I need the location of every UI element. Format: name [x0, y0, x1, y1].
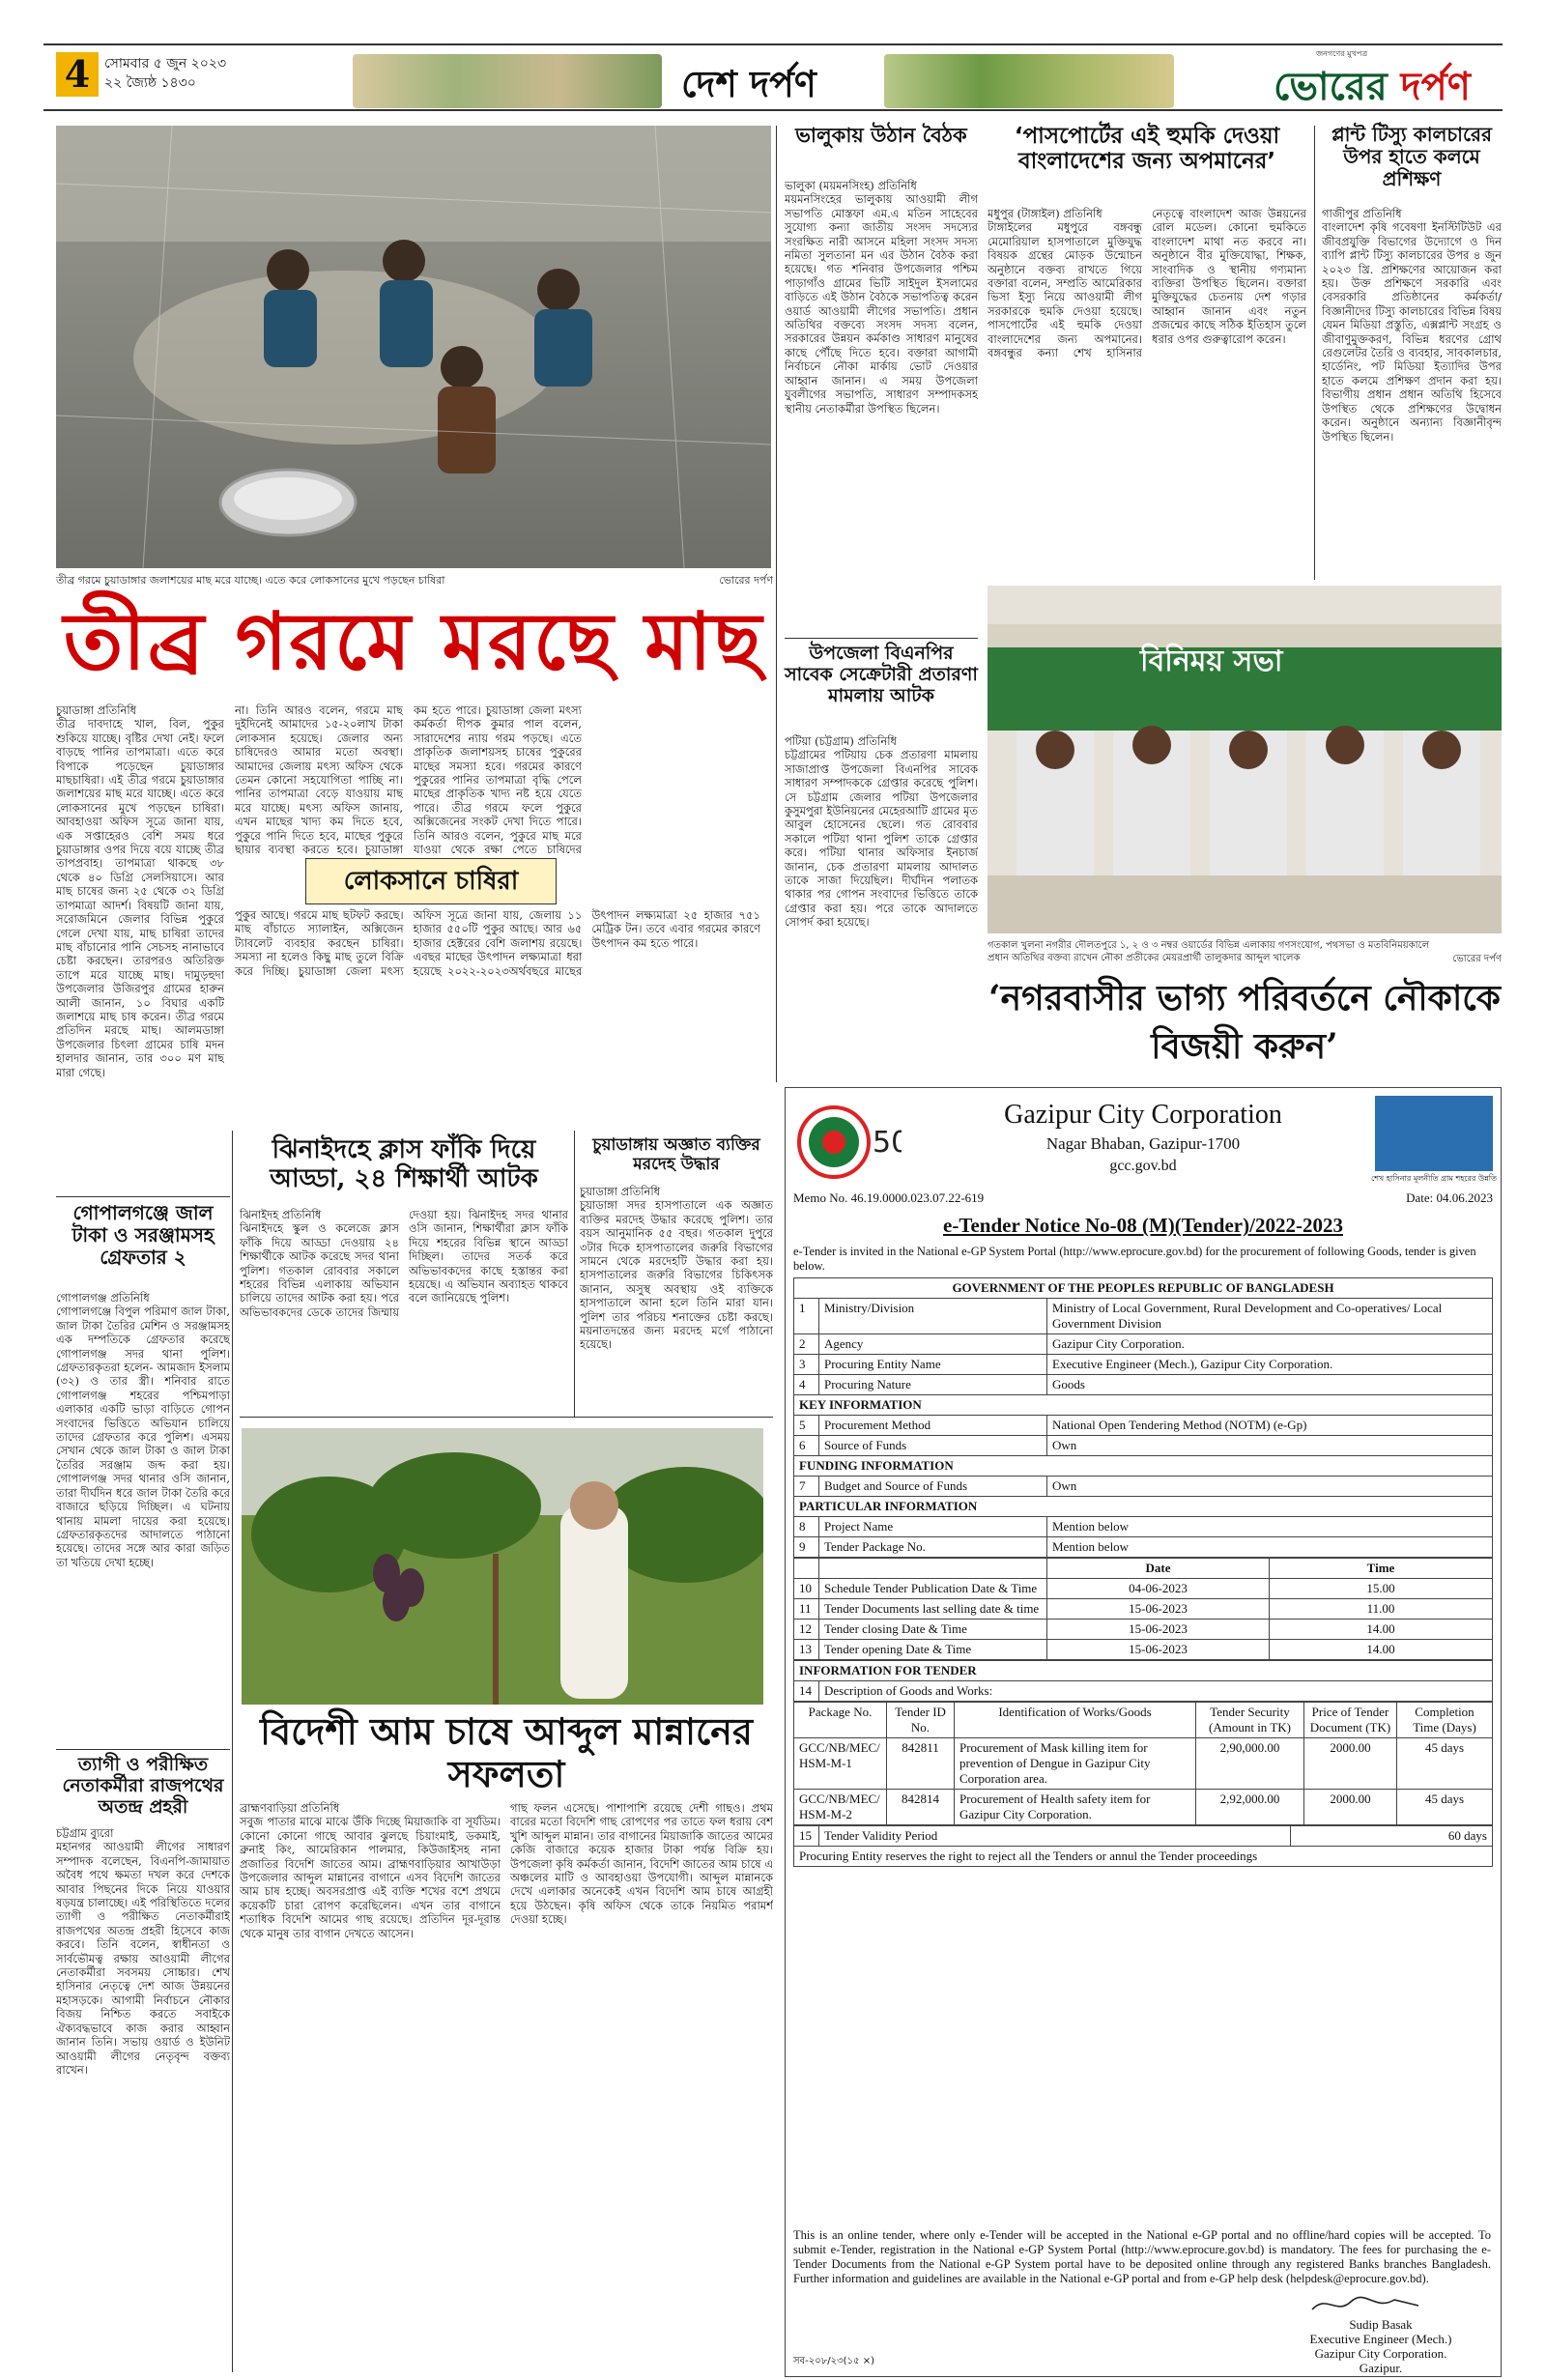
schedule-row — [794, 1620, 1493, 1640]
fish-body-col4: পুকুর আছে। গরমে মাছ ছটফট করছে। মাছ বাঁচাতে স্যালাইন, অক্সিজেন ট্যাবলেট ব্যবহার করছেন চাষিরা। সমস্যা না হলেও কিছু মাছ তুলে বিক্রি করে দিচ্ছি। চুয়াডাঙ্গা জেলা মৎস্য অফিস সূত্রে জানা যায়, জেলায় ১১ হাজার ৫৫০টি পুকুর আছে। আর ৬৫ হাজার হেক্টরের বেশি জলাশয় রয়েছে। এবছর মাছের উৎপাদন লক্ষ্যমাত্রা ধরা হয়েছে ২০২২-২০২৩অর্থবছরে মাছের উৎপাদন লক্ষ্যমাত্রা ২৫ হাজার ৭৫১ মেট্রিক টন। তবে এবার গরমের কারণে উৎপাদন কম হতে পারে। — [235, 908, 760, 978]
completion-time: 45 days — [1397, 1738, 1493, 1790]
schedule-row — [794, 1599, 1493, 1620]
tender-title: e-Tender Notice No-08 (M)(Tender)/2022-2023 — [943, 1214, 1343, 1237]
goods-column-header: Identification of Works/Goods — [955, 1703, 1196, 1738]
row-number: 5 — [794, 1416, 819, 1436]
bnp-headline: উপজেলা বিএনপির সাবেক সেক্রেটারী প্রতারণা মামলায় আটক — [785, 643, 978, 706]
tender-row — [794, 1299, 1493, 1334]
row-number: 7 — [794, 1477, 819, 1497]
signatory-org: Gazipur City Corporation. — [1314, 2346, 1447, 2361]
rule — [56, 1196, 230, 1197]
info-tender-header: INFORMATION FOR TENDER — [794, 1661, 1493, 1681]
goods-row — [794, 1738, 1493, 1790]
fish-body-col3: কম হতে পারে। চুয়াডাঙ্গা জেলা মৎস্য কর্মকর্তা দীপক কুমার পাল বলেন, সারাদেশের ন্যায় গরম পড়ছে। এতে প্রাকৃতিক জলাশয়সহ চাষের পুকুরের মাছের সমস্যা হবে। গরমের কারণে পুকুরের পানির তাপমাত্রা বৃদ্ধি পেলে মাছের প্রাকৃতিক খাদ্য নষ্ট হয়ে যেতে পারে। তীব্র গরমে ফলে পুকুরে অক্সিজেনের সংকট দেখা দিতে পারে। তিনি আরও বলেন, পুকুরে মাছ মরে যাওয়া থেকে রক্ষা পেতে চাষিদের — [414, 703, 582, 856]
row-label: Source of Funds — [819, 1436, 1047, 1456]
column-rule — [1314, 126, 1315, 580]
row-value: Goods — [1047, 1375, 1493, 1395]
bhaluka-body: ভালুকা (ময়মনসিংহ) প্রতিনিধি ময়মনসিংহের ভালুকায় আওয়ামী লীগ সভাপতি মোস্তফা এম.এ মতিন সাহেবের সুযোগ্য কন্যা জাতীয় সংসদ সদস্যের সংরক্ষিত নারী আসনে মহিলা সংসদ সদস্য নমিতা সুলতানা মন এর উঠান বৈঠক করা হয়েছে। গত শনিবার উপজেলার পশ্চিম পাড়াগাঁও গ্রামের ভিটি সাইদুল ইসলামের বাড়িতে এই উঠান বৈঠকে সভাপতিত্ব করেন ওয়ার্ড আওয়ামী লীগের সভাপতি। প্রধান অতিথির বক্তব্যে সংসদ সদস্য বলেন, সরকারের উন্নয়ন কর্মকাণ্ড সাধারণ মানুষের কাছে পৌঁছে দিতে হবে। বক্তারা আগামী নির্বাচনে নৌকা মার্কায় ভোট দেওয়ার আহ্বান জানান। এ সময় উপজেলা যুবলীগের সভাপতি, সাধারণ সম্পাদকসহ স্থানীয় নেতাকর্মীরা উপস্থিত ছিলেন। — [785, 179, 978, 416]
sched-head-time: Time — [1270, 1559, 1493, 1579]
sched-head-date: Date — [1047, 1559, 1270, 1579]
schedule-label: Schedule Tender Publication Date & Time — [819, 1579, 1047, 1599]
completion-time: 45 days — [1397, 1790, 1493, 1825]
row-label: Ministry/Division — [819, 1299, 1047, 1334]
goods-description: Procurement of Mask killing item for prevention of Dengue in Gazipur City Corporation area. — [955, 1738, 1196, 1790]
row-number: 4 — [794, 1375, 819, 1395]
section-title: দেশ দর্পণ — [681, 62, 816, 105]
date-gregorian: সোমবার ৫ জুন ২০২৩ — [104, 56, 227, 72]
row-number: 9 — [794, 1537, 819, 1558]
tender-row — [794, 1436, 1493, 1456]
row-value: National Open Tendering Method (NOTM) (e-Gp) — [1047, 1416, 1493, 1436]
bhaluka-headline: ভালুকায় উঠান বৈঠক — [795, 124, 967, 147]
schedule-date: 15-06-2023 — [1047, 1640, 1270, 1660]
tissue-headline: প্লান্ট টিস্যু কালচারের উপর হাতে কলমে প্রশিক্ষণ — [1331, 123, 1493, 190]
schedule-label: Tender closing Date & Time — [819, 1620, 1047, 1640]
nokhali-headline: ত্যাগী ও পরীক্ষিত নেতাকর্মীরা রাজপথের অতন্দ্র প্রহরী — [62, 1754, 224, 1818]
tender-row — [794, 1477, 1493, 1497]
row-label: Agency — [819, 1334, 1047, 1355]
mango-photo — [242, 1428, 763, 1705]
pm-photo — [1375, 1096, 1493, 1171]
goods-column-header: Package No. — [794, 1703, 887, 1738]
row-number: 14 — [794, 1681, 819, 1702]
row-value: Gazipur City Corporation. — [1047, 1334, 1493, 1355]
jhenaidah-headline: ঝিনাইদহে ক্লাস ফাঁকি দিয়ে আড্ডা, ২৪ শিক্ষার্থী আটক — [270, 1135, 538, 1193]
signatory-name: Sudip Basak — [1349, 2317, 1413, 2332]
schedule-label: Tender Documents last selling date & time — [819, 1599, 1047, 1620]
masthead-photo-strip-left — [353, 54, 662, 108]
fish-photo-credit: ভোরের দর্পণ — [719, 574, 773, 587]
passport-headline: ‘পাসপোর্টের এই হুমকি দেওয়া বাংলাদেশের জন্য অপমানের’ — [1014, 124, 1280, 175]
jhenaidah-body: ঝিনাইদহ প্রতিনিধি ঝিনাইদহে স্কুল ও কলেজে ক্লাস ফাঁকি দিয়ে আড্ডা দেওয়ায় ২৪ শিক্ষার্থীকে আটক করেছে সদর থানা পুলিশ। গতকাল রোববার সকালে শহরের বিভিন্ন এলাকায় অভিযান চালিয়ে তাদের আটক করা হয়। পরে অভিভাবকদের ডেকে তাদের জিম্মায় দেওয়া হয়। ঝিনাইদহ সদর থানার ওসি জানান, শিক্ষার্থীরা ক্লাস ফাঁকি দিয়ে শহরের বিভিন্ন স্থানে আড্ডা দিচ্ছিল। তাদের সতর্ক করে অভিভাবকদের কাছে হস্তান্তর করা হয়েছে। এ অভিযান অব্যাহত থাকবে বলে জানিয়েছে পুলিশ। — [240, 1208, 568, 1319]
row-number: 3 — [794, 1355, 819, 1375]
goods-description: Procurement of Health safety item for Gazipur City Corporation. — [955, 1790, 1196, 1825]
schedule-time: 14.00 — [1270, 1640, 1493, 1660]
date-bengali: ২২ জ্যৈষ্ঠ ১৪৩০ — [104, 75, 196, 91]
signature — [1307, 2292, 1423, 2317]
validity-label: Tender Validity Period — [819, 1826, 1291, 1847]
masthead-photo-strip-right — [884, 54, 1174, 108]
row-number: 15 — [794, 1826, 819, 1847]
tender-schedule — [794, 1579, 1493, 1660]
column-rule — [232, 1131, 233, 2372]
issue-date — [104, 54, 226, 93]
ad-code: সব-২০৮/২৩(১৫ ×) — [793, 2356, 874, 2366]
rally-body-strip — [988, 1073, 1502, 1082]
row-label: Procuring Nature — [819, 1375, 1047, 1395]
rally-photo-caption: গতকাল খুলনা নগরীর দৌলতপুরে ১, ২ ও ৩ নম্বর ওয়ার্ডের বিভিন্ন এলাকায় গণসংযোগ, পথসভা ও মতবিনিময়কালে প্রধান অতিথির বক্তব্য রাখেন নৌকা প্রতীকের মেয়রপ্রার্থী তালুকদার আব্দুল খালেক — [988, 940, 1430, 963]
tender-rows-particular — [794, 1517, 1493, 1558]
brand-tagline: জনগণের মুখপত্র — [1316, 49, 1368, 58]
row-value: Executive Engineer (Mech.), Gazipur City Corporation. — [1047, 1355, 1493, 1375]
mango-body-2: গাছ ফলন এসেছে। পাশাপাশি রয়েছে দেশী গাছও। প্রথম বারের মতো বিদেশি গাছ রোপণের পর তাতে ফল ধরায় বেশ খুশি আব্দুল মান্নান। তার বাগানের মিয়াজাকি জাতের আমের কেজি বাজারে কয়েক হাজার টাকা পর্যন্ত বিক্রি হয়। উপজেলা কৃষি কর্মকর্তা জানান, বিদেশি জাতের আম চাষে এ অঞ্চলের মাটি ও আবহাওয়া উপযোগী। আব্দুল মান্নানকে দেখে এলাকার অনেকেই এখন বিদেশি আম চাষে আগ্রহী হয়ে উঠছেন। কৃষি অফিস থেকে তাকে নিয়মিত পরামর্শ দেওয়া হচ্ছে। — [510, 1801, 773, 1927]
signatory — [1269, 2317, 1493, 2375]
rule — [56, 1749, 230, 1750]
key-info-header: KEY INFORMATION — [794, 1395, 1493, 1416]
fish-body-col1: চুয়াডাঙ্গা প্রতিনিধি তীব্র দাবদাহে খাল, বিল, পুকুর শুকিয়ে যাচ্ছে। বৃষ্টির দেখা নেই। ফলে বাড়ছে পানির তাপমাত্রা। এতে করে বিপাকে পড়েছেন চুয়াডাঙ্গার মাছচাষিরা। এই তীব্র গরমে চুয়াডাঙ্গার জলাশয়ের মাছ মরে যাচ্ছে। এতে করে লোকসানের মুখে পড়ছেন চাষিরা। আবহাওয়া অফিস সূত্রে জানা যায়, এক সপ্তাহেরও বেশি সময় ধরে চুয়াডাঙ্গার ওপর দিয়ে বয়ে যাচ্ছে তীব্র তাপপ্রবাহ। তাপমাত্রা থাকছে ৩৮ থেকে ৪০ ডিগ্রি সেলসিয়াসে। আর মাছ চাষের জন্য ২৫ থেকে ৩২ ডিগ্রি তাপমাত্রা আদর্শ। বিষয়টি জানা যায়, সরোজমিনে জেলার বিভিন্ন পুকুরে গেলে দেখা যায়, মাছ চাষিরা তাদের মাছ বাঁচানোর পানি সেচসহ নানাভাবে চেষ্টা করছেন। তারপরও অতিরিক্ত তাপে মরে যাচ্ছে মাছ। দামুড়হুদা উপজেলার উজিরপুর গ্রামের হারুন আলী জানান, ১০ বিঘার একটি জলাশয়ে মাছ চাষ করেন। তীব্র গরমে প্রতিদিন মরছে মাছ। আলমডাঙ্গা উপজেলার চিৎলা গ্রামের চাষি মদন হালদার জানান, তার ৩০০ মণ মাছ মারা গেছে। — [56, 703, 224, 1079]
passport-body: মধুপুর (টাঙ্গাইল) প্রতিনিধি টাঙ্গাইলের মধুপুরে বঙ্গবন্ধু মেমোরিয়াল হাসপাতালে মুক্তিযুদ্ধ বিষয়ক গ্রন্থের মোড়ক উন্মোচন অনুষ্ঠানে বক্তব্য রাখতে গিয়ে বক্তারা বলেন, সম্প্রতি আমেরিকার ভিসা ইস্যু নিয়ে আওয়ামী লীগ সরকারকে হুমকি দেওয়া হয়েছে। পাসপোর্টের এই হুমকি দেওয়া বাংলাদেশের জন্য অপমানের। বঙ্গবন্ধুর কন্যা শেখ হাসিনার নেতৃত্বে বাংলাদেশ আজ উন্নয়নের রোল মডেল। কোনো হুমকিতে বাংলাদেশ মাথা নত করবে না। অনুষ্ঠানে বীর মুক্তিযোদ্ধা, শিক্ষক, সাংবাদিক ও স্থানীয় গণ্যমান্য ব্যক্তিরা উপস্থিত ছিলেন। বক্তারা মুক্তিযুদ্ধের চেতনায় দেশ গড়ার আহ্বান জানান এবং নতুন প্রজন্মের কাছে সঠিক ইতিহাস তুলে ধরার ওপর গুরুত্বারোপ করেন। — [988, 207, 1306, 360]
svg-text:50: 50 — [873, 1126, 902, 1160]
tender-rows-key — [794, 1416, 1493, 1456]
signatory-title: Executive Engineer (Mech.) — [1309, 2332, 1452, 2346]
mango-headline: বিদেশী আম চাষে আব্দুল মান্নানের সফলতা — [260, 1709, 753, 1795]
column-rule — [776, 126, 777, 1082]
tender-rows-general — [794, 1299, 1493, 1395]
tender-row — [794, 1416, 1493, 1436]
bnp-body: পটিয়া (চট্টগ্রাম) প্রতিনিধি চট্টগ্রামের পটিয়ায় চেক প্রতারণা মামলায় সাজাপ্রাপ্ত উপজেলা বিএনপির সাবেক সাধারণ সম্পাদককে গ্রেপ্তার করেছে পুলিশ। সে চট্টগ্রাম জেলার পটিয়া উপজেলার কুসুমপুরা ইউনিয়নের মেহেরআটি গ্রামের মৃত আবুল হোসেনের ছেলে। গত রোববার সকালে পটিয়া থানা পুলিশ তাকে গ্রেপ্তার করে। পটিয়া থানার অফিসার ইনচার্জ জানান, চেক প্রতারণা মামলায় আদালত তাকে সাজা দিয়েছিল। দীর্ঘদিন পলাতক থাকার পর গোপন সংবাদের ভিত্তিতে তাকে গ্রেপ্তার করা হয়। পরে তাকে আদালতে সোপর্দ করা হয়েছে। — [785, 734, 978, 930]
row-label: Project Name — [819, 1517, 1047, 1537]
chuadanga-headline: চুয়াডাঙ্গায় অজ্ঞাত ব্যক্তির মরদেহ উদ্ধার — [592, 1135, 760, 1174]
tender-notice — [785, 1087, 1502, 2377]
rally-headline: ‘নগরবাসীর ভাগ্য পরিবর্তনে নৌকাকে বিজয়ী করুন’ — [988, 978, 1501, 1067]
tender-intro: e-Tender is invited in the National e-GP System Portal (http://www.eprocure.gov.bd) for the procurement of following Goods, tender is given below. — [793, 1245, 1476, 1273]
document-price: 2000.00 — [1304, 1738, 1397, 1790]
schedule-date: 15-06-2023 — [1047, 1599, 1270, 1620]
row-number: 8 — [794, 1517, 819, 1537]
pm-photo-tag: শেখ হাসিনার মূলনীতি গ্রাম শহরের উন্নতি — [1370, 1174, 1498, 1183]
rally-photo-credit: ভোরের দর্পণ — [1452, 954, 1502, 964]
goods-column-header: Tender ID No. — [887, 1703, 955, 1738]
goods-table-body — [794, 1738, 1493, 1825]
tender-footer: This is an online tender, where only e-Tender will be accepted in the National e-GP portal and no offline/hard copies will be accepted. To submit e-Tender, registration in the National e-GP System Portal (http://www.eprocure.gov.bd) is mandatory. The fees for purchasing the e-Tender Documents from the National e-GP System portal have to be deposited online through any registered Banks branches Bangladesh. Further information and guidelines are available in the National e-GP portal and from e-GP help desk (helpdesk@eprocure.gov.bd). — [793, 2228, 1491, 2285]
tissue-body: গাজীপুর প্রতিনিধি বাংলাদেশ কৃষি গবেষণা ইনস্টিটিউট এর জীবপ্রযুক্তি বিভাগের উদ্যোগে ও দিন ব্যাপি প্লান্ট টিস্যু কালচারের উপর ৪ জুন ২০২৩ খ্রি. প্রশিক্ষণের আয়োজন করা হয়। উক্ত প্রশিক্ষণে সরকারি এবং বেসরকারি প্রতিষ্ঠানের কর্মকর্তা/বিজ্ঞানীদের টিস্যু কালচারের বিভিন্ন বিষয় যেমন মিডিয়া প্রস্তুতি, এক্সপ্লান্ট সংগ্রহ ও জীবাণুমুক্তকরণ, বিভিন্ন ধরণের গ্রোথ রেগুলেটর তৈরি ও ব্যবহার, সাবকালচার, হার্ডেনিং, পট মিডিয়া ইত্যাদির উপর হাতে কলমে প্রশিক্ষণ প্রদান করা হয়। বিভাগীয় প্রধান প্রধান অতিথি হিসেবে উপস্থিত থেকে প্রশিক্ষণের উদ্বোধন করেন। অনুষ্ঠানে অন্যান্য বিজ্ঞানীবৃন্দ উপস্থিত ছিলেন। — [1322, 207, 1502, 444]
row-number: 13 — [794, 1640, 819, 1660]
schedule-time: 11.00 — [1270, 1599, 1493, 1620]
row-label: Budget and Source of Funds — [819, 1477, 1047, 1497]
column-rule — [574, 1131, 575, 1417]
tender-memo: Memo No. 46.19.0000.023.07.22-619 — [793, 1190, 985, 1205]
row-number: 1 — [794, 1299, 819, 1334]
tender-date: Date: 04.06.2023 — [1406, 1190, 1493, 1205]
rule — [240, 1417, 773, 1418]
tender-row — [794, 1355, 1493, 1375]
fish-photo-caption: তীব্র গরমে চুয়াডাঙ্গার জলাশয়ের মাছ মরে যাচ্ছে। এতে করে লোকসানের মুখে পড়ছেন চাষিরা — [56, 574, 445, 587]
tender-row — [794, 1375, 1493, 1395]
rally-banner-text: বিনিময় সভা — [1140, 645, 1283, 678]
row-number: 6 — [794, 1436, 819, 1456]
row-value: Mention below — [1047, 1537, 1493, 1558]
fish-body-col2: না। তিনি আরও বলেন, গরমে মাছ দুইদিনেই আমাদের ১৫-২০লাখ টাকা লোকসান হয়েছে। জেলার অন্য চাষিদেরও আমার মতো অবস্থা। আমাদের জেলায় মৎস্য অফিস থেকে তেমন কোনো সহযোগিতা পাচ্ছি না। পানির তাপমাত্রা বেড়ে যাওয়ায় মাছ মরে যাচ্ছে। মৎস্য অফিস জানায়, এখন মাছের খাদ্য কম দিতে হবে, পুকুরে পানি দিতে হবে, মাছের পুকুরে ছায়ার ব্যবস্থা করতে হবে। চুয়াডাঙ্গা — [235, 703, 403, 856]
mango-body: ব্রাহ্মণবাড়িয়া প্রতিনিধি সবুজ পাতার মাঝে মাঝে উঁকি দিচ্ছে মিয়াজাকি বা সূর্যডিম। কোনো কোনো গাছে আবার ঝুলছে চিয়াংমাই, ডকমাই, ব্রুনাই কিং, আমেরিকান পালমার, কিউজাইসহ নানা প্রজাতির বিদেশি জাতের আম। ব্রাহ্মণবাড়িয়ার আখাউড়া উপজেলার আব্দুল মান্নানের বাগানে এসব বিদেশি জাতের আম চাষ হচ্ছে। অবসরপ্রাপ্ত এই ব্যক্তি শখের বশে প্রথমে কয়েকটি চারা রোপণ করেছিলেন। এখন তার বাগানে শতাধিক বিদেশি আমের গাছ রয়েছে। প্রতিদিন দূর-দূরান্ত থেকে মানুষ তার বাগান দেখতে আসেন। — [240, 1801, 501, 1940]
tender-security: 2,92,000.00 — [1196, 1790, 1304, 1825]
tender-id: 842811 — [887, 1738, 955, 1790]
row-number: 11 — [794, 1599, 819, 1620]
row-label: Tender Package No. — [819, 1537, 1047, 1558]
rule — [785, 638, 978, 639]
row-label: Procuring Entity Name — [819, 1355, 1047, 1375]
gopalganj-headline: গোপালগঞ্জে জাল টাকা ও সরঞ্জামসহ গ্রেফতার ২ — [72, 1201, 215, 1269]
fish-subhead: লোকসানে চাষিরা — [305, 858, 557, 904]
newspaper-logo: ভোরের দর্পণ — [1274, 64, 1471, 109]
row-value: Ministry of Local Government, Rural Development and Co-operatives/ Local Government Division — [1047, 1299, 1493, 1334]
tender-id: 842814 — [887, 1790, 955, 1825]
row-number: 2 — [794, 1334, 819, 1355]
page-number: 4 — [56, 52, 99, 97]
goods-table-header — [794, 1703, 1493, 1738]
schedule-row — [794, 1640, 1493, 1660]
tender-row — [794, 1537, 1493, 1558]
gopalganj-body: গোপালগঞ্জ প্রতিনিধি গোপালগঞ্জে বিপুল পরিমাণ জাল টাকা, জাল টাকা তৈরির মেশিন ও সরঞ্জামসহ এক দম্পতিকে গ্রেফতার করেছে গোপালগঞ্জ সদর থানা পুলিশ। গ্রেফতারকৃতরা হলেন- আমজাদ ইসলাম (৩২) ও তার স্ত্রী। শনিবার রাতে গোপালগঞ্জ শহরের পশ্চিমপাড়া এলাকার একটি ভাড়া বাড়িতে গোপন সংবাদের ভিত্তিতে অভিযান চালিয়ে তাদের গ্রেফতার করে পুলিশ। এসময় সেখান থেকে জাল টাকা ও জাল টাকা তৈরির সরঞ্জাম জব্দ করা হয়। গোপালগঞ্জ সদর থানার ওসি জানান, তারা দীর্ঘদিন ধরে জাল টাকা তৈরি করে বাজারে ছড়িয়ে দিচ্ছিল। এ ঘটনায় থানায় মামলা দায়ের করা হয়েছে। গ্রেফতারকৃতদের আদালতে পাঠানো হয়েছে। তাদের সঙ্গে আর কারা জড়িত তা খতিয়ে দেখা হচ্ছে। — [56, 1291, 230, 1569]
package-no: GCC/NB/MEC/ HSM-M-1 — [794, 1738, 887, 1790]
funding-header: FUNDING INFORMATION — [794, 1456, 1493, 1477]
gov-header: GOVERNMENT OF THE PEOPLES REPUBLIC OF BANGLADESH — [794, 1278, 1493, 1299]
row-number: 10 — [794, 1579, 819, 1599]
goods-column-header: Tender Security (Amount in TK) — [1196, 1703, 1304, 1738]
schedule-label: Tender opening Date & Time — [819, 1640, 1047, 1660]
tender-row — [794, 1517, 1493, 1537]
validity-value: 60 days — [1291, 1826, 1493, 1847]
schedule-time: 15.00 — [1270, 1579, 1493, 1599]
particular-header: PARTICULAR INFORMATION — [794, 1497, 1493, 1517]
reserve-rights-note: Procuring Entity reserves the right to reject all the Tenders or annul the Tender proceedings — [794, 1847, 1493, 1867]
tender-address: Nagar Bhaban, Gazipur-1700 — [1045, 1134, 1241, 1153]
tender-security: 2,90,000.00 — [1196, 1738, 1304, 1790]
signatory-place: Gazipur. — [1359, 2361, 1403, 2375]
row-value: Mention below — [1047, 1517, 1493, 1537]
goods-column-header: Completion Time (Days) — [1397, 1703, 1493, 1738]
row-value: Own — [1047, 1436, 1493, 1456]
schedule-row — [794, 1579, 1493, 1599]
document-price: 2000.00 — [1304, 1790, 1397, 1825]
row-label: Procurement Method — [819, 1416, 1047, 1436]
schedule-date: 15-06-2023 — [1047, 1620, 1270, 1640]
fish-headline: তীব্র গরমে মরছে মাছ — [63, 596, 764, 688]
tender-website[interactable]: gcc.gov.bd — [1109, 1158, 1177, 1174]
tender-table — [793, 1277, 1493, 1867]
package-no: GCC/NB/MEC/ HSM-M-2 — [794, 1790, 887, 1825]
schedule-date: 04-06-2023 — [1047, 1579, 1270, 1599]
bangladesh-mujib-logo — [795, 1096, 902, 1189]
schedule-time: 14.00 — [1270, 1620, 1493, 1640]
nokhali-body: চট্টগ্রাম ব্যুরো মহানগর আওয়ামী লীগের সাধারণ সম্পাদক বলেছেন, বিএনপি-জামায়াত অবৈধ পথে ক্ষমতা দখল করে দেশকে আবার পিছনের দিকে নিয়ে যাওয়ার ষড়যন্ত্র চালাচ্ছে। এই পরিস্থিতিতে দলের ত্যাগী ও পরীক্ষিত নেতাকর্মীরাই রাজপথের অতন্দ্র প্রহরী হিসেবে কাজ করবে। তিনি বলেন, স্বাধীনতা ও সার্বভৌমত্ব রক্ষায় আওয়ামী লীগের নেতাকর্মীরা সবসময় সোচ্চার। শেখ হাসিনার নেতৃত্বে দেশ আজ উন্নয়নের মহাসড়কে। আগামী নির্বাচনে নৌকার বিজয় নিশ্চিত করতে সবাইকে ঐক্যবদ্ধভাবে কাজ করার আহ্বান জানান তিনি। সভায় ওয়ার্ড ও ইউনিট আওয়ামী লীগের নেতৃবৃন্দ বক্তব্য রাখেন। — [56, 1826, 230, 2077]
tender-org: Gazipur City Corporation — [1004, 1100, 1282, 1130]
row-number: 12 — [794, 1620, 819, 1640]
fish-photo — [56, 126, 771, 568]
goods-description-label: Description of Goods and Works: — [819, 1681, 1493, 1702]
chuadanga-body: চুয়াডাঙ্গা প্রতিনিধি চুয়াডাঙ্গা সদর হাসপাতালে এক অজ্ঞাত ব্যক্তির মরদেহ উদ্ধার করেছে পুলিশ। তার বয়স আনুমানিক ৫৫ বছর। গতকাল দুপুরে ৩টার দিকে হাসপাতালের জরুরি বিভাগের সামনে থেকে মরদেহটি উদ্ধার করা হয়। হাসপাতালের জরুরি বিভাগের চিকিৎসক জানান, অসুস্থ অবস্থায় ওই ব্যক্তিকে হাসপাতালে আনা হলে তিনি মারা যান। পুলিশ তার পরিচয় শনাক্তের চেষ্টা করছে। ময়নাতদন্তের জন্য মরদেহ মর্গে পাঠানো হয়েছে। — [580, 1185, 773, 1352]
tender-rows-funding — [794, 1477, 1493, 1497]
goods-row — [794, 1790, 1493, 1825]
tender-row — [794, 1334, 1493, 1355]
row-value: Own — [1047, 1477, 1493, 1497]
goods-column-header: Price of Tender Document (TK) — [1304, 1703, 1397, 1738]
